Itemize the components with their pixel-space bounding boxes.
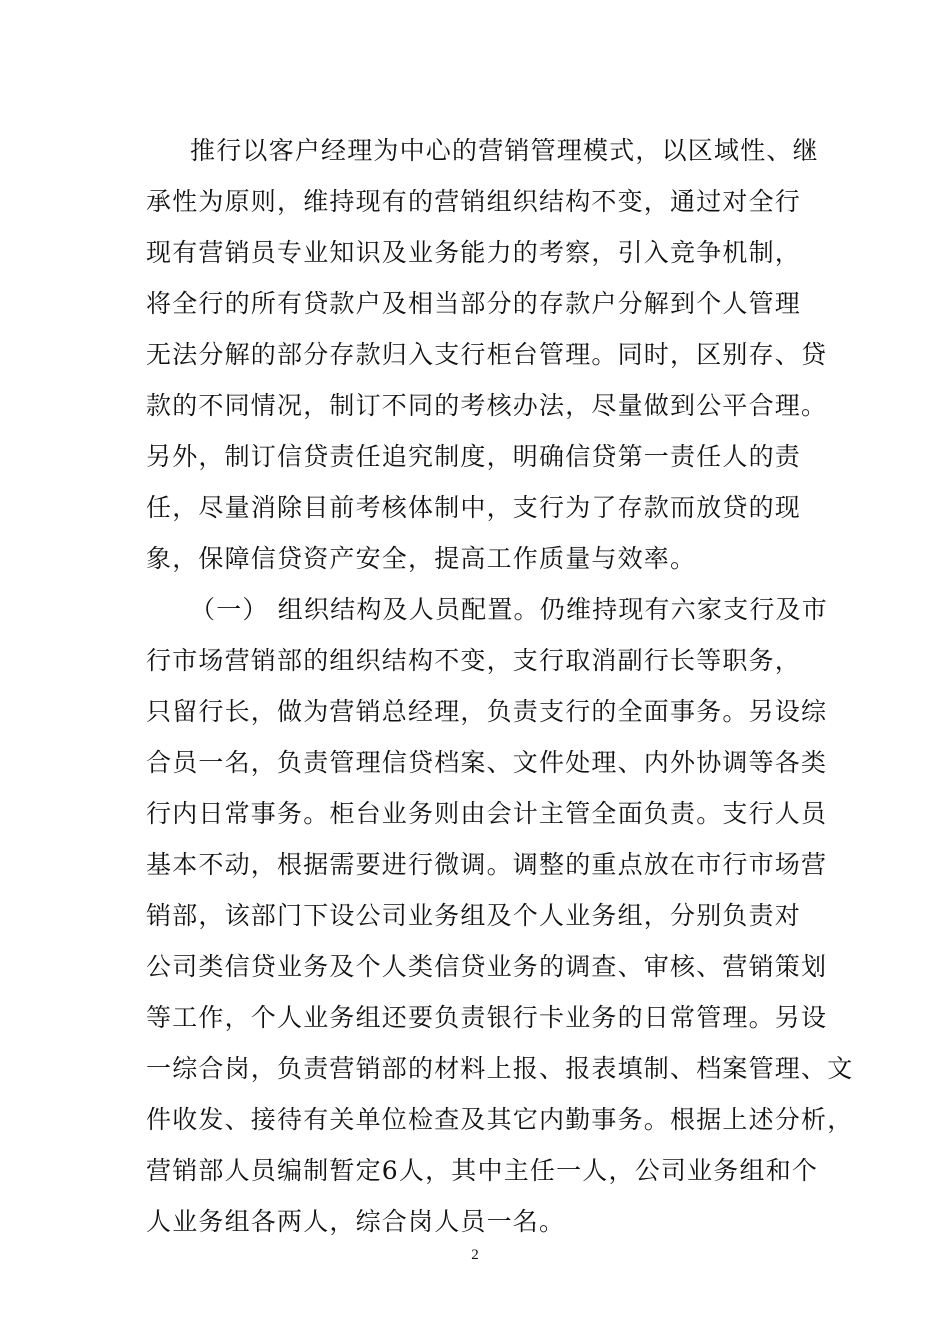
paragraph-2-line-9: 等工作，个人业务组还要负责银行卡业务的日常管理。另设 <box>146 1003 828 1032</box>
paragraph-2-line-3: 只留行长，做为营销总经理，负责支行的全面事务。另设综 <box>146 697 828 726</box>
paragraph-2-line-6: 基本不动，根据需要进行微调。调整的重点放在市行市场营 <box>146 850 828 879</box>
paragraph-2-line-2: 行市场营销部的组织结构不变，支行取消副行长等职务， <box>146 646 802 675</box>
paragraph-1-line-9: 象，保障信贷资产安全，提高工作质量与效率。 <box>146 544 697 573</box>
paragraph-1-line-5: 无法分解的部分存款归入支行柜台管理。同时，区别存、贷 <box>146 340 828 369</box>
paragraph-1-line-7: 另外，制订信贷责任追究制度，明确信贷第一责任人的责 <box>146 442 802 471</box>
paragraph-2-line-1: （一） 组织结构及人员配置。仍维持现有六家支行及市 <box>190 595 828 624</box>
paragraph-1-line-2: 承性为原则，维持现有的营销组织结构不变，通过对全行 <box>146 187 802 216</box>
paragraph-1-line-8: 任，尽量消除目前考核体制中，支行为了存款而放贷的现 <box>146 493 802 522</box>
paragraph-1-line-6: 款的不同情况，制订不同的考核办法，尽量做到公平合理。 <box>146 391 828 420</box>
paragraph-2-line-11: 件收发、接待有关单位检查及其它内勤事务。根据上述分析， <box>146 1105 854 1134</box>
paragraph-2-line-4: 合员一名，负责管理信贷档案、文件处理、内外协调等各类 <box>146 748 828 777</box>
paragraph-2-line-8: 公司类信贷业务及个人类信贷业务的调查、审核、营销策划 <box>146 952 828 981</box>
page-number: 2 <box>471 1247 479 1263</box>
paragraph-1-line-4: 将全行的所有贷款户及相当部分的存款户分解到个人管理 <box>146 289 802 318</box>
paragraph-1-line-3: 现有营销员专业知识及业务能力的考察，引入竞争机制， <box>146 238 802 267</box>
paragraph-2-line-7: 销部，该部门下设公司业务组及个人业务组，分别负责对 <box>146 901 802 930</box>
paragraph-2-line-12: 营销部人员编制暂定6人，其中主任一人，公司业务组和个 <box>146 1156 819 1185</box>
paragraph-2-line-10: 一综合岗，负责营销部的材料上报、报表填制、档案管理、文 <box>146 1054 854 1083</box>
paragraph-2-line-13: 人业务组各两人，综合岗人员一名。 <box>146 1207 566 1236</box>
paragraph-2-line-5: 行内日常事务。柜台业务则由会计主管全面负责。支行人员 <box>146 799 828 828</box>
paragraph-1-line-1: 推行以客户经理为中心的营销管理模式，以区域性、继 <box>190 136 819 165</box>
